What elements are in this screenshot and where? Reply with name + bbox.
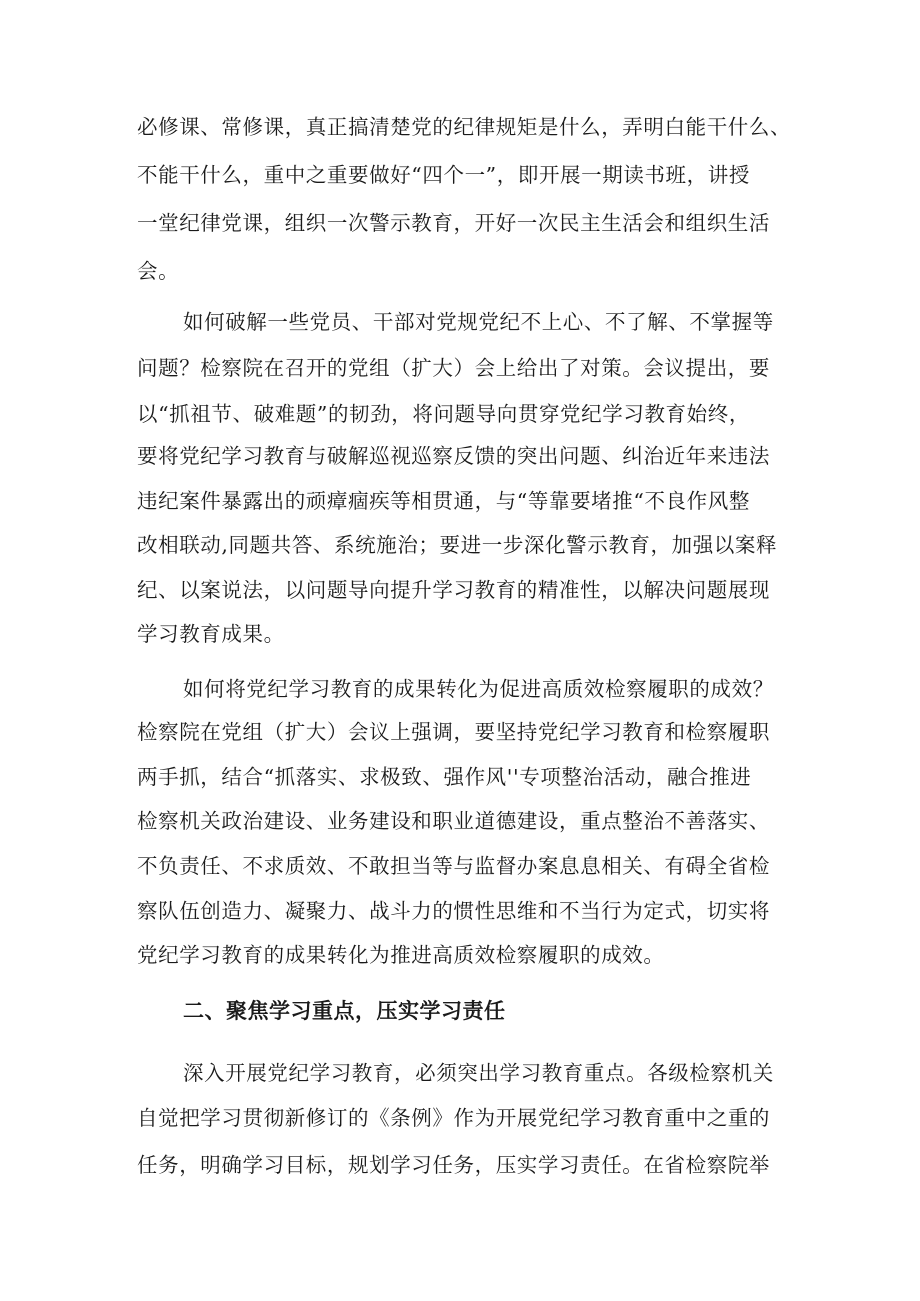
text-line: 不能干什么，重中之重要做好“四个一”，即开展一期读书班，讲授: [137, 163, 750, 187]
text-line: 两手抓，结合“抓落实、求极致、强作风''专项整治活动，融合推进: [137, 765, 752, 789]
text-line: 必修课、常修课，真正搞清楚党的纪律规矩是什么，弄明白能干什么、: [137, 115, 792, 139]
text-line: 违纪案件暴露出的顽瘴痼疾等相贯通，与“等靠要堵推“不良作风整: [137, 489, 750, 513]
text-line: 检察机关政治建设、业务建设和职业道德建设，重点整治不善落实、: [137, 809, 770, 833]
text-line: 任务，明确学习目标，规划学习任务，压实学习责任。在省检察院举: [137, 1153, 770, 1177]
text-line: 深入开展党纪学习教育，必须突出学习教育重点。各级检察机关: [183, 1061, 774, 1085]
text-line: 如何将党纪学习教育的成果转化为促进高质效检察履职的成效？: [183, 677, 774, 701]
text-line: 自觉把学习贯彻新修订的《条例》作为开展党纪学习教育重中之重的: [137, 1106, 770, 1130]
text-line: 不负责任、不求质效、不敢担当等与监督办案息息相关、有碍全省检: [137, 854, 770, 878]
text-line: 一堂纪律党课，组织一次警示教育，开好一次民主生活会和组织生活: [137, 211, 770, 235]
text-line: 要将党纪学习教育与破解巡视巡察反馈的突出问题、纠治近年来违法: [137, 444, 770, 468]
text-line: 察队伍创造力、凝聚力、战斗力的惯性思维和不当行为定式，切实将: [137, 899, 770, 923]
text-line: 检察院在党组（扩大）会议上强调，要坚持党纪学习教育和检察履职: [137, 720, 770, 744]
text-line: 纪、以案说法，以问题导向提升学习教育的精准性，以解决问题展现: [137, 578, 770, 602]
text-line: 问题？检察院在召开的党组（扩大）会上给出了对策。会议提出，要: [137, 356, 770, 380]
text-line: 学习教育成果。: [137, 622, 285, 646]
text-line: 会。: [137, 259, 180, 283]
text-line: 以“抓祖节、破难题”的韧劲，将问题导向贯穿党纪学习教育始终，: [137, 402, 750, 426]
text-line: 如何破解一些党员、干部对党规党纪不上心、不了解、不掌握等: [183, 310, 774, 334]
text-line: 党纪学习教育的成果转化为推进高质效检察履职的成效。: [137, 943, 665, 967]
section-heading: 二、聚焦学习重点，压实学习责任: [183, 999, 506, 1023]
text-line: 改相联动,同题共答、系统施治；要进一步深化警示教育，加强以案释: [137, 533, 778, 557]
